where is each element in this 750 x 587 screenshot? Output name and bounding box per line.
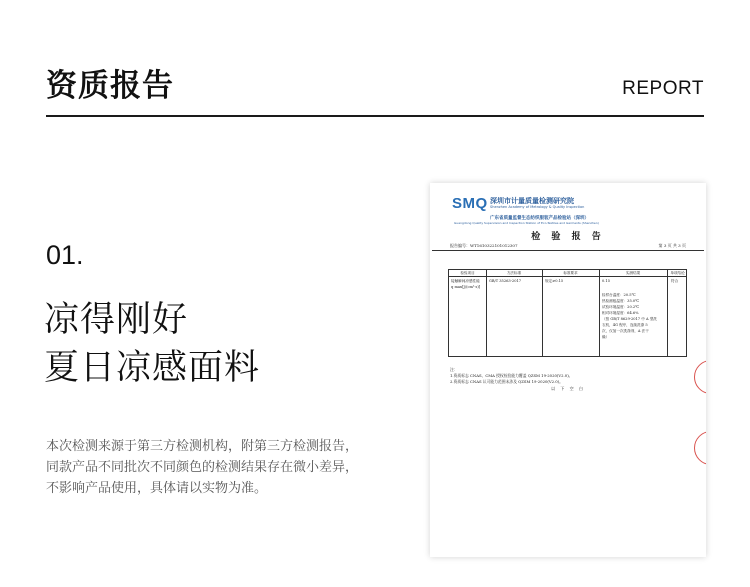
table-cell-condition: 热检测板温度：35.0℃ — [602, 299, 640, 303]
table-cell-condition: 衣机，4G 程序，连续洗涤 5 — [602, 323, 648, 327]
report-org-name-en: Shenzhen Academy of Metrology & Quality Inspection — [490, 205, 585, 209]
report-lab-name: 广东省质量监督生态纺织服装产品检验站（深圳） — [490, 216, 589, 221]
header-divider — [46, 115, 704, 117]
table-cell-item: 接触瞬间凉感性能 — [451, 279, 480, 283]
table-header-cell: 方法标准 — [506, 271, 522, 275]
table-header-cell: 单项结论 — [670, 271, 685, 275]
table-cell-requirement: 规定≥0.15 — [545, 279, 564, 283]
report-lab-name-en: Guangdong Quality Supervision and Inspection Station of Eco-Textiles and Garments (Shenzhen) — [454, 221, 599, 225]
table-cell-condition: 燥） — [602, 335, 610, 339]
table-cell-method: GB/T 35263-2017 — [489, 279, 522, 283]
report-blank-marker: 以 下 空 白 — [551, 386, 585, 391]
seal-stamp-icon — [694, 431, 706, 465]
description — [46, 436, 406, 499]
table-cell-condition: 相对环境湿度：64.6% — [602, 311, 639, 315]
description-line: 不影响产品使用，具体请以实物为准。 — [46, 481, 268, 496]
report-number: 报告编号：WT1610322101012307 — [450, 243, 518, 248]
report-table — [448, 269, 687, 357]
table-column-line — [599, 270, 600, 356]
table-header-cell: 检验项目 — [460, 271, 475, 275]
page-title: 资质报告 — [46, 68, 174, 104]
table-cell-condition: （按 GB/T 8629-2017 中 A 型洗 — [602, 317, 657, 321]
table-cell-item-unit: q max[J/(cm²·s)] — [451, 285, 481, 289]
table-column-line — [667, 270, 668, 356]
report-page-count: 第 3 页 共 3 页 — [658, 243, 686, 248]
report-org-name: 深圳市计量质量检测研究院 — [490, 197, 574, 205]
table-cell-condition: 检样台温度：20.5℃ — [602, 293, 636, 297]
report-title: 检 验 报 告 — [531, 232, 605, 242]
headline-line-2: 夏日凉感面料 — [44, 348, 261, 388]
table-header-cell: 标准要求 — [563, 271, 578, 275]
description-line: 本次检测来源于第三方检测机构，附第三方检测报告， — [46, 439, 359, 454]
table-column-line — [542, 270, 543, 356]
report-note: 1.资质标志 CNAS、CMA 授权检验能力覆盖 QZSM 19-2020(V2.0)。 — [450, 373, 573, 378]
section-number: 01. — [46, 240, 84, 270]
headline-line-1: 凉得刚好 — [44, 300, 189, 340]
table-cell-condition: 次，仅加一次洗涤剂，A 法干 — [602, 329, 649, 333]
description-line: 同款产品不同批次不同颜色的检测结果存在微小差异， — [46, 460, 359, 475]
table-column-line — [486, 270, 487, 356]
table-cell-conclusion: 符合 — [671, 279, 679, 283]
test-report-document — [430, 183, 706, 557]
report-note: 注： — [450, 367, 458, 372]
page-tag: REPORT — [622, 78, 704, 99]
report-note: 2.资质标志 CNAS 认可能力范围未涉及 QZSM 19-2020(V2.0)。 — [450, 379, 563, 384]
report-divider — [432, 250, 704, 251]
table-header-cell: 实测结果 — [625, 271, 641, 275]
table-cell-result: 0.15 — [602, 279, 611, 283]
report-logo: SMQ — [452, 195, 488, 212]
table-cell-condition: 试验环境温度：20.2℃ — [602, 305, 640, 309]
